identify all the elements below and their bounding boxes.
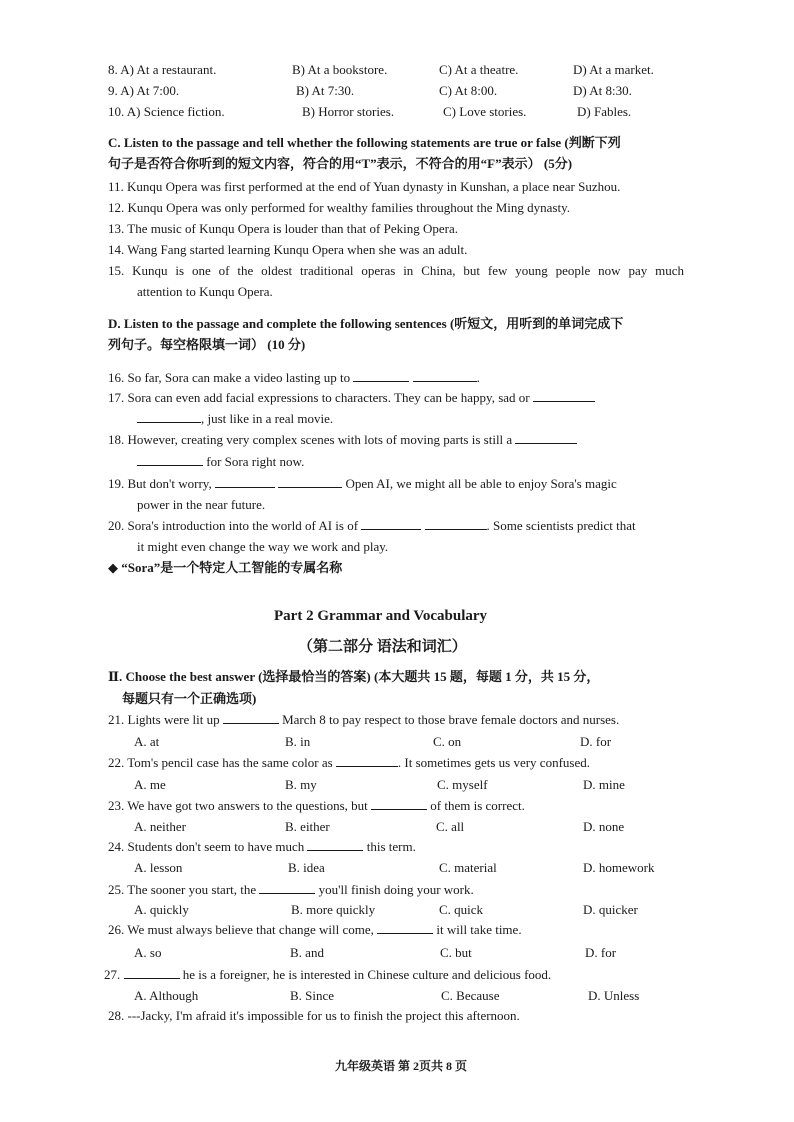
option-a[interactable]: A. me: [134, 777, 166, 792]
part2-subtitle: （第二部分 语法和词汇）: [298, 639, 467, 655]
options-23: [0, 818, 794, 836]
option-a: 10. A) Science fiction.: [108, 104, 225, 119]
option-c[interactable]: C. on: [433, 734, 462, 749]
answer-blank[interactable]: [137, 410, 201, 423]
option-d: D) At 8:30.: [573, 83, 632, 98]
option-b[interactable]: B. my: [285, 777, 317, 792]
answer-blank[interactable]: [336, 754, 398, 767]
option-b[interactable]: B. Since: [290, 988, 335, 1003]
option-b[interactable]: B. more quickly: [291, 902, 376, 917]
answer-blank[interactable]: [533, 389, 595, 402]
statement-14: 14. Wang Fang started learning Kunqu Opera when she was an adult.: [108, 242, 468, 257]
sentence-18-cont: for Sora right now.: [137, 453, 304, 471]
option-c[interactable]: C. myself: [437, 777, 488, 792]
option-c: C) At 8:00.: [439, 83, 498, 98]
question-25: 25. The sooner you start, the you'll finish doing your work.: [108, 882, 474, 897]
sentence-19-cont: power in the near future.: [137, 497, 266, 512]
option-c[interactable]: C. material: [439, 860, 497, 875]
answer-blank[interactable]: [413, 369, 477, 382]
options-27: [0, 987, 794, 1005]
option-d[interactable]: D. homework: [583, 860, 655, 875]
question-28: 28. ---Jacky, I'm afraid it's impossible for us to finish the project this afternoon.: [108, 1008, 520, 1023]
option-b[interactable]: B. idea: [288, 860, 325, 875]
page-footer: 九年级英语 第 2页共 8 页: [335, 1059, 468, 1073]
question-row-10: [0, 103, 794, 121]
option-d[interactable]: D. for: [580, 734, 612, 749]
question-22: 22. Tom's pencil case has the same color as . It sometimes gets us very confused.: [108, 755, 590, 770]
option-d[interactable]: D. Unless: [588, 988, 640, 1003]
answer-blank[interactable]: [223, 711, 279, 724]
sentence-16: 16. So far, Sora can make a video lasting up to .: [108, 370, 480, 385]
option-d: D) Fables.: [577, 104, 632, 119]
options-24: [0, 859, 794, 877]
answer-blank[interactable]: [361, 517, 421, 530]
section-c-title-cont: 句子是否符合你听到的短文内容，符合的用“T”表示，不符合的用“F”表示） (5分): [108, 156, 573, 171]
question-23: 23. We have got two answers to the questions, but of them is correct.: [108, 798, 525, 813]
question-24: 24. Students don't seem to have much this term.: [108, 839, 416, 854]
answer-blank[interactable]: [515, 431, 577, 444]
option-d[interactable]: D. for: [585, 945, 617, 960]
statement-15: 15. Kunqu is one of the oldest traditional operas in China, but few young people now pay much: [108, 263, 684, 278]
options-25: [0, 901, 794, 919]
option-a: 9. A) At 7:00.: [108, 83, 180, 98]
section-ii-title: Ⅱ. Choose the best answer (选择最恰当的答案) (本大题共 15 题，每题 1 分，共 15 分，: [108, 669, 600, 684]
question-27: 27. he is a foreigner, he is interested in Chinese culture and delicious food.: [104, 967, 552, 982]
option-b: B) Horror stories.: [302, 104, 395, 119]
option-a: 8. A) At a restaurant.: [108, 62, 217, 77]
question-21: 21. Lights were lit up March 8 to pay respect to those brave female doctors and nurses.: [108, 712, 620, 727]
sentence-18: 18. However, creating very complex scenes with lots of moving parts is still a: [108, 431, 577, 449]
answer-blank[interactable]: [137, 453, 203, 466]
section-d-title: D. Listen to the passage and complete the following sentences (听短文，用听到的单词完成下: [108, 316, 624, 331]
section-d-title-cont: 列句子。每空格限填一词） (10 分): [108, 337, 306, 352]
sentence-17: 17. Sora can even add facial expressions to characters. They can be happy, sad or: [108, 389, 595, 407]
statement-13: 13. The music of Kunqu Opera is louder than that of Peking Opera.: [108, 221, 458, 236]
sentence-20-cont: it might even change the way we work and play.: [137, 539, 389, 554]
option-c[interactable]: C. but: [440, 945, 472, 960]
option-a[interactable]: A. at: [134, 734, 160, 749]
answer-blank[interactable]: [259, 881, 315, 894]
option-b[interactable]: B. in: [285, 734, 311, 749]
option-d[interactable]: D. quicker: [583, 902, 638, 917]
option-b[interactable]: B. and: [290, 945, 324, 960]
option-d[interactable]: D. mine: [583, 777, 625, 792]
options-26: [0, 944, 794, 962]
option-b[interactable]: B. either: [285, 819, 330, 834]
answer-blank[interactable]: [371, 797, 427, 810]
option-b: B) At a bookstore.: [292, 62, 388, 77]
option-c[interactable]: C. all: [436, 819, 465, 834]
options-22: [0, 776, 794, 794]
question-row-9: [0, 82, 794, 100]
statement-11: 11. Kunqu Opera was first performed at the end of Yuan dynasty in Kunshan, a place near Suzhou.: [108, 179, 621, 194]
question-row-8: [0, 61, 794, 79]
option-c[interactable]: C. quick: [439, 902, 484, 917]
section-c-title: C. Listen to the passage and tell whether the following statements are true or false (判断下列: [108, 135, 621, 150]
option-b: B) At 7:30.: [296, 83, 355, 98]
answer-blank[interactable]: [278, 475, 342, 488]
option-a[interactable]: A. neither: [134, 819, 186, 834]
statement-12: 12. Kunqu Opera was only performed for wealthy families throughout the Ming dynasty.: [108, 200, 571, 215]
statement-15-cont: attention to Kunqu Opera.: [137, 284, 273, 299]
sora-note: ◆ “Sora”是一个特定人工智能的专属名称: [108, 560, 343, 575]
answer-blank[interactable]: [353, 369, 409, 382]
option-a[interactable]: A. so: [134, 945, 162, 960]
sentence-17-cont: , just like in a real movie.: [137, 410, 333, 428]
option-d[interactable]: D. none: [583, 819, 625, 834]
option-c: C) Love stories.: [443, 104, 527, 119]
sentence-20: 20. Sora's introduction into the world of AI is of . Some scientists predict that: [108, 518, 636, 533]
answer-blank[interactable]: [425, 517, 487, 530]
sentence-19: 19. But don't worry, Open AI, we might all be able to enjoy Sora's magic: [108, 476, 617, 491]
options-21: [0, 733, 794, 751]
question-26: 26. We must always believe that change will come, it will take time.: [108, 922, 522, 937]
option-c[interactable]: C. Because: [441, 988, 500, 1003]
answer-blank[interactable]: [307, 838, 363, 851]
option-d: D) At a market.: [573, 62, 654, 77]
answer-blank[interactable]: [215, 475, 275, 488]
option-a[interactable]: A. Although: [134, 988, 199, 1003]
option-a[interactable]: A. quickly: [134, 902, 189, 917]
option-a[interactable]: A. lesson: [134, 860, 183, 875]
part2-title: Part 2 Grammar and Vocabulary: [274, 608, 488, 624]
option-c: C) At a theatre.: [439, 62, 519, 77]
answer-blank[interactable]: [377, 921, 433, 934]
section-ii-title-cont: 每题只有一个正确选项): [122, 691, 257, 706]
answer-blank[interactable]: [124, 966, 180, 979]
